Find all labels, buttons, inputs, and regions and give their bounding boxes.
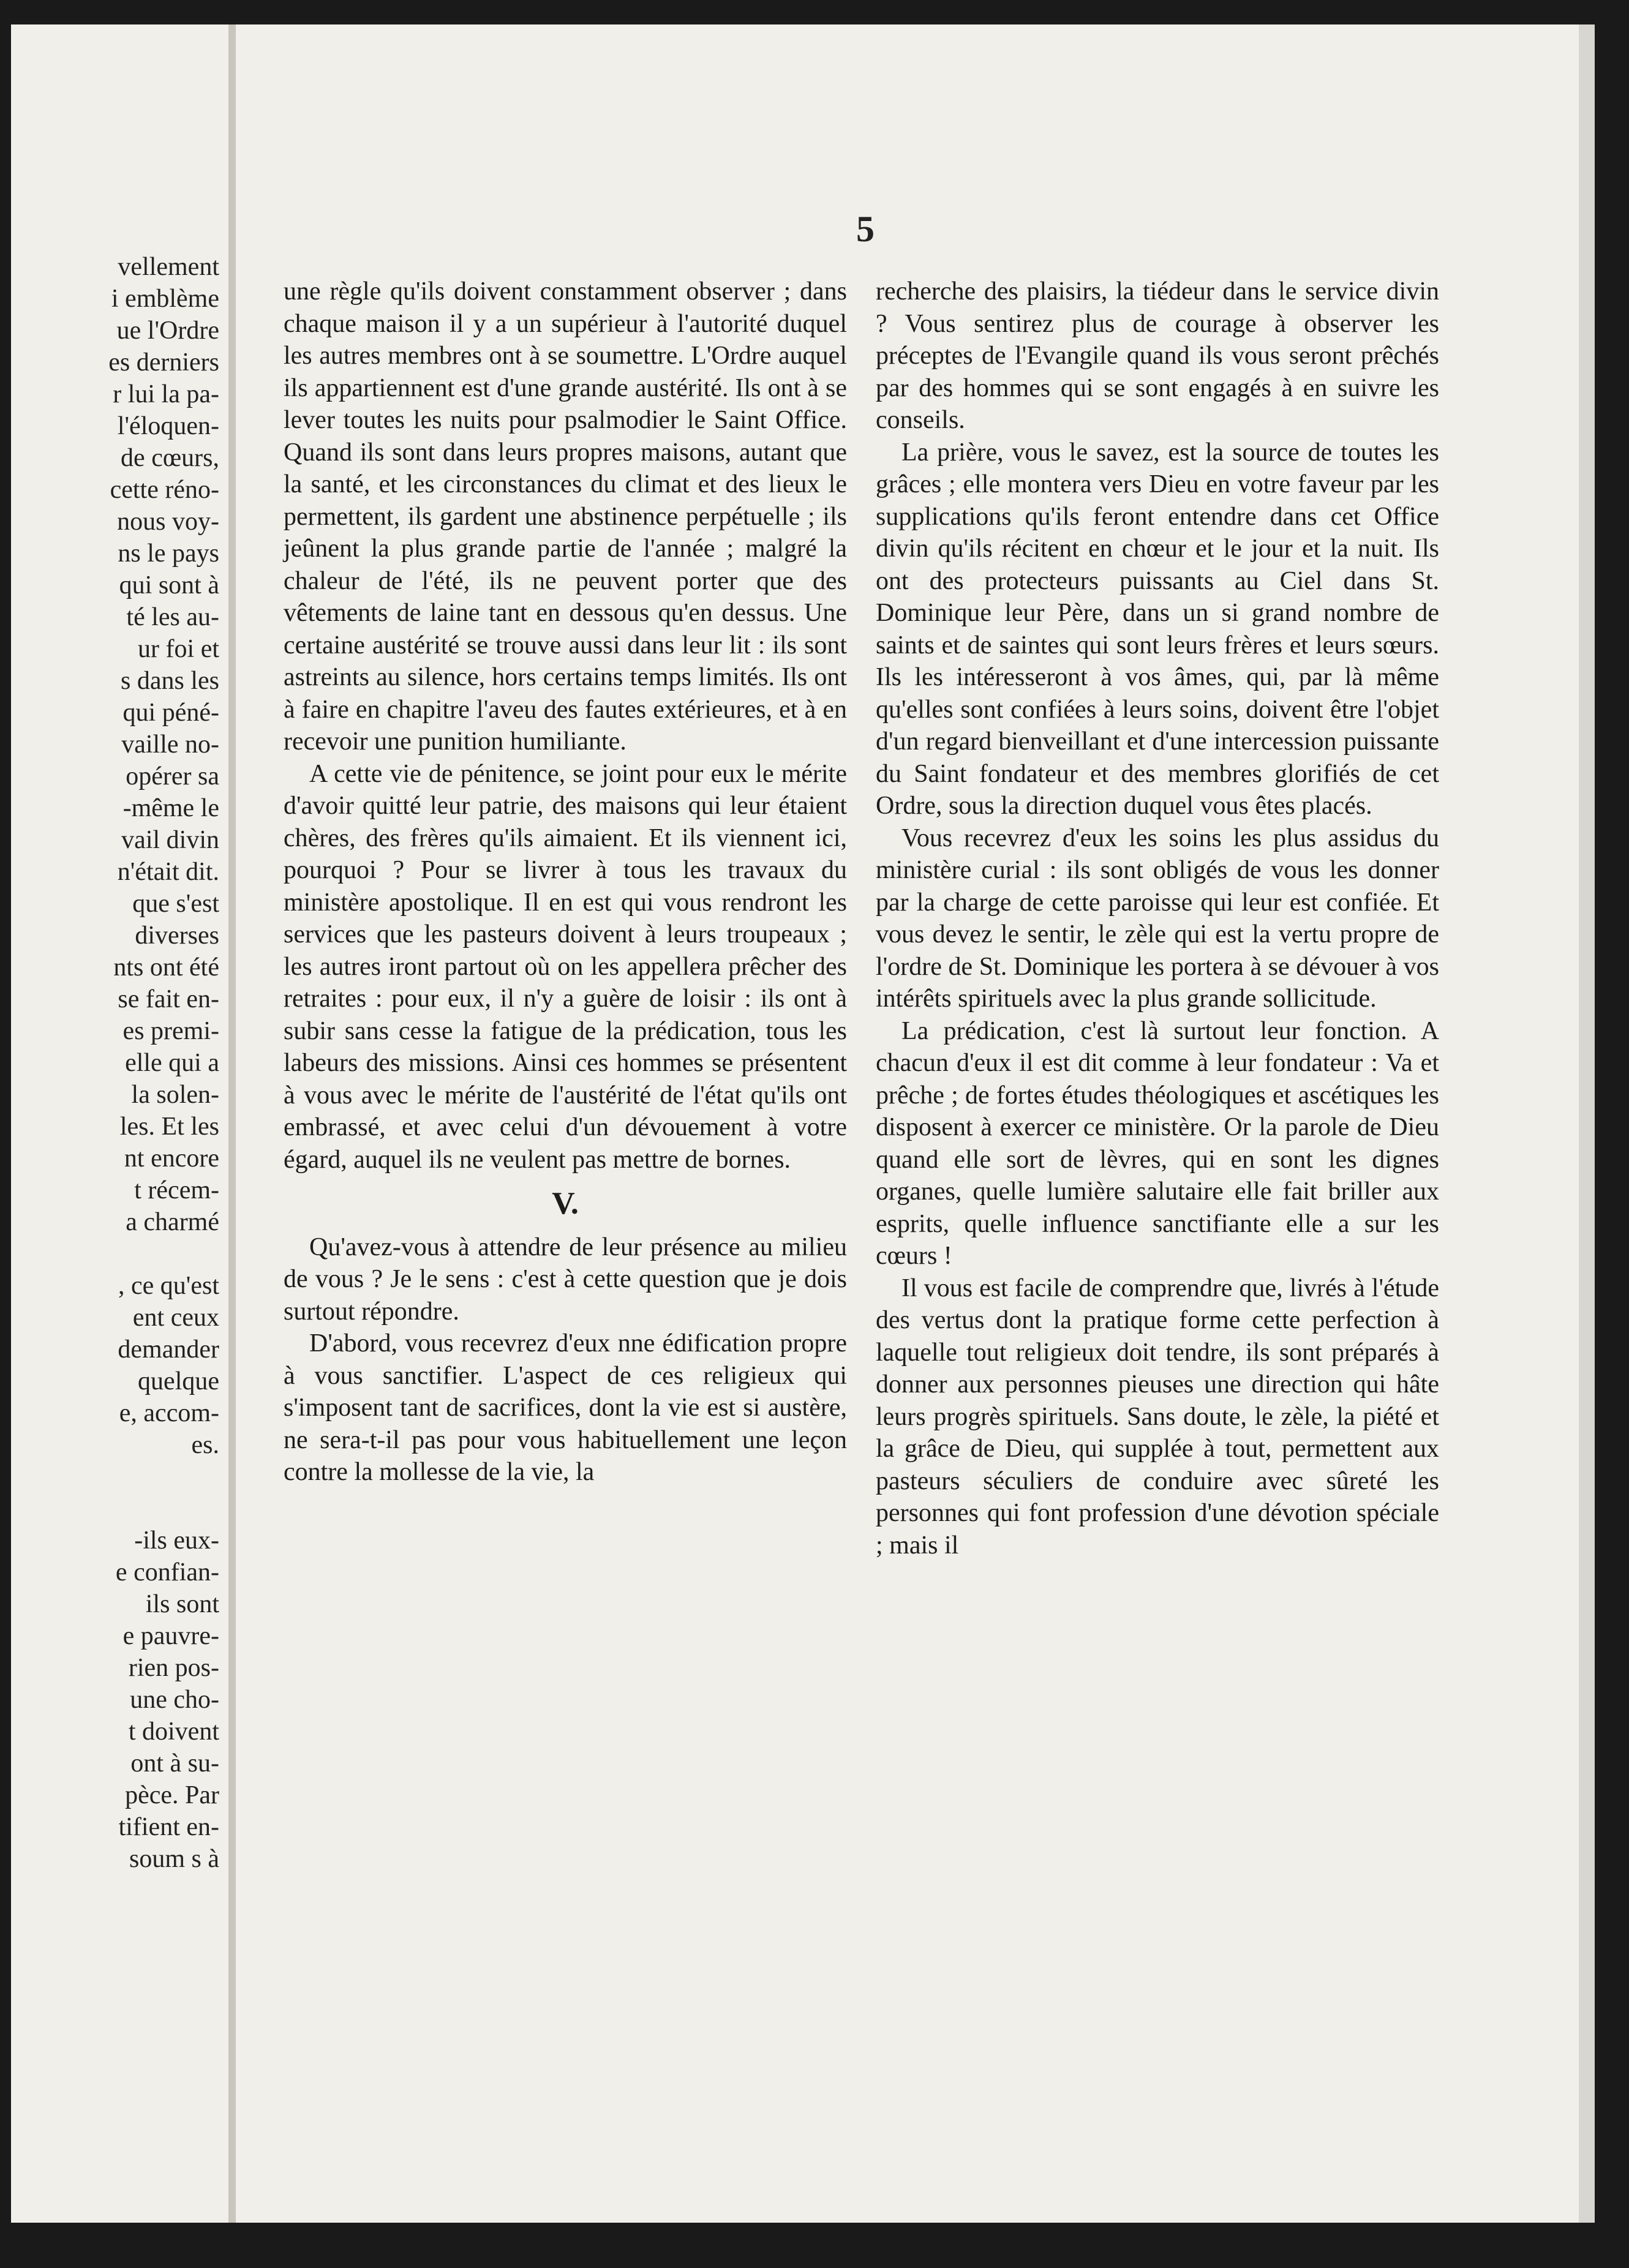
left-fragment-line: s dans les [121,667,219,695]
left-fragment-line: e, accom- [119,1399,219,1427]
left-fragment-line: les. Et les [119,1113,219,1141]
left-fragment-line: tifient en- [118,1813,219,1841]
left-fragment-line: nts ont été [113,953,219,982]
left-fragment-line: e confian- [115,1558,219,1586]
left-fragment-line: ont à su- [130,1749,219,1778]
left-fragment-line: elle qui a [125,1049,219,1077]
left-fragment-line: ue l'Ordre [116,317,219,345]
left-fragment-line: qui péné- [122,699,219,727]
left-fragment-line: es derniers [108,348,219,377]
left-fragment-line: e pauvre- [122,1622,219,1650]
paragraph: D'abord, vous recevrez d'eux nne édification propre à vous sanctifier. L'aspect de ces religieux qui s'imposent tant de sacrifices, dont la vie est si austère, ne sera-t-il pas pour vous habituellement une leçon contre la mollesse de la vie, la [284,1329,847,1486]
left-fragment-line: vaille no- [121,730,219,759]
paragraph: Qu'avez-vous à attendre de leur présence au milieu de vous ? Je le sens : c'est à cette question que je dois surtout répondre. [284,1233,847,1326]
left-fragment-line: cette réno- [110,476,219,504]
left-fragment-line: n'était dit. [117,858,219,886]
paragraph: Il vous est facile de comprendre que, livrés à l'étude des vertus dont la pratique forme cette perfection à laquelle tout religieux doit tendre, ils sont préparés à donner aux personnes pieuses une direction qui hâte leurs progrès spirituels. Sans doute, le zèle, la piété et la grâce de Dieu, qui supplée à tout, permettent aux pasteurs séculiers de conduire avec sûreté les personnes qui font profession d'une dévotion spéciale ; mais il [876,1274,1439,1560]
left-fragment-line: -même le [122,794,219,822]
left-fragment-line: nous voy- [117,508,219,536]
left-fragment-line: té les au- [126,603,219,631]
paragraph: une règle qu'ils doivent constamment observer ; dans chaque maison il y a un supérieur à l'autorité duquel les autres membres ont à se soumettre. L'Ordre auquel ils appartiennent est d'une grande austérité. Ils ont à se lever toutes les nuits pour psalmodier le Saint Office. Quand ils sont dans leurs propres maisons, autant que la santé, et les circonstances du climat et des lieux le permettent, ils gardent une abstinence perpétuelle ; ils jeûnent la plus grande partie de l'année ; malgré la chaleur de l'été, ils ne peuvent porter que des vêtements de laine tant en dessous qu'en dessus. Une certaine austérité se trouve aussi dans leur lit : ils sont astreints au silence, hors certains temps limités. Ils ont à faire en chapitre l'aveu des fautes extérieures, et à en recevoir une punition humiliante. [284,277,847,756]
page-fold [228,24,236,2223]
left-fragment-line: i emblème [111,285,219,313]
left-fragment-line: es premi- [122,1017,219,1045]
left-fragment-line: vellement [118,253,219,281]
left-fragment-line: t doivent [128,1718,219,1746]
left-column [284,276,847,1489]
left-fragment-line: l'éloquen- [117,412,219,440]
left-fragment-line: es. [191,1431,219,1459]
page-number: 5 [856,209,875,249]
left-page-fragments [11,251,219,1875]
paragraph: Vous recevrez d'eux les soins les plus assidus du ministère curial : ils sont obligés de vous les donner par la charge de cette paroisse qui leur est confiée. Et vous devez le sentir, le zèle qui est la vertu propre de l'ordre de St. Dominique les portera à se dévouer à vos intérêts spirituels avec la plus grande sollicitude. [876,824,1439,1013]
left-fragment-line: la solen- [131,1081,219,1109]
left-fragment-line: ils sont [145,1590,219,1618]
left-fragment-line: , ce qu'est [118,1272,219,1300]
left-fragment-line: ent ceux [132,1304,219,1332]
left-fragment-line: vail divin [121,826,219,854]
left-fragment-line: que s'est [132,890,219,918]
paragraph: La prédication, c'est là surtout leur fonction. A chacun d'eux il est dit comme à leur fondateur : Va et prêche ; de fortes études théologiques et ascétiques les disposent à exercer ce ministère. Or la parole de Dieu quand elle sort de lèvres, qui en sont les dignes organes, quelle lumière salutaire elle fait briller aux esprits, quelle influence sanctifiante elle a sur les cœurs ! [876,1016,1439,1270]
left-fragment-line: qui sont à [119,571,219,599]
left-fragment-line: rien pos- [128,1654,219,1682]
left-fragment-line: de cœurs, [121,444,219,472]
paragraph: recherche des plaisirs, la tiédeur dans le service divin ? Vous sentirez plus de courage à observer les préceptes de l'Evangile quand ils vous seront prêchés par des hommes qui se sont engagés à en suivre les conseils. [876,277,1439,434]
left-fragment-line: opérer sa [126,762,219,790]
left-fragment-line [11,1238,219,1270]
page-edge [1579,24,1595,2223]
left-fragment-line [11,1461,219,1493]
left-fragment-line: diverses [135,922,219,950]
left-fragment-line: a charmé [126,1208,219,1236]
left-fragment-line: t récem- [134,1176,219,1204]
left-fragment-line: pèce. Par [125,1781,219,1809]
left-fragment-line: une cho- [130,1686,219,1714]
paragraph: A cette vie de pénitence, se joint pour eux le mérite d'avoir quitté leur patrie, des maisons qui leur étaient chères, des frères qu'ils aimaient. Et ils viennent ici, pourquoi ? Pour se livrer à tous les travaux du ministère apostolique. Il en est qui vous rendront les services que les pasteurs doivent à leurs troupeaux ; les autres iront partout où on les appellera prêcher des retraites : pour eux, il n'y a guère de loisir : ils ont à subir sans cesse la fatigue de la prédication, tous les labeurs des missions. Ainsi ces hommes se présentent à vous avec le mérite de l'austérité de l'état qu'ils ont embrassé, et avec celui d'un dévouement à votre égard, auquel ils ne veulent pas mettre de bornes. [284,759,847,1174]
left-fragment-line: -ils eux- [134,1526,219,1555]
paragraph: La prière, vous le savez, est la source de toutes les grâces ; elle montera vers Dieu en votre faveur par les supplications qu'ils feront entendre dans cet Office divin qu'ils récitent en chœur et le jour et la nuit. Ils ont des protecteurs puissants au Ciel dans St. Dominique leur Père, dans un si grand nombre de saints et de saintes qui sont leurs frères et leurs sœurs. Ils les intéresseront à vos âmes, qui, par là même qu'elles sont confiées à leurs soins, doivent être l'objet d'un regard bienveillant et d'une intercession puissante du Saint fondateur et des membres glorifiés de cet Ordre, sous la direction duquel vous êtes placés. [876,438,1439,820]
left-fragment-line: ur foi et [138,635,219,663]
left-fragment-line: r lui la pa- [113,380,219,408]
left-fragment-line: se fait en- [118,985,219,1013]
left-fragment-line: quelque [138,1367,219,1395]
document-page [11,24,1579,2223]
left-fragment-line: demander [118,1335,219,1364]
right-column [876,276,1439,1561]
left-fragment-line: nt encore [124,1144,219,1173]
left-fragment-line: soum s à [129,1845,219,1873]
left-fragment-line: ns le pays [118,539,219,568]
left-fragment-line [11,1493,219,1525]
section-heading: V. [552,1186,579,1221]
